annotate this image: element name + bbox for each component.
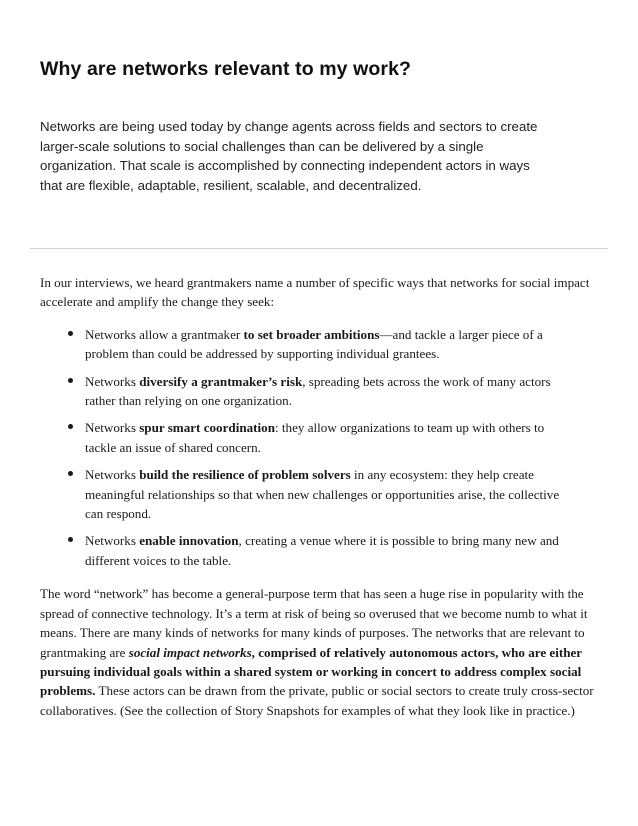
list-item bbox=[68, 325, 565, 364]
bullet-icon bbox=[68, 537, 73, 542]
list-item-text: Networks bbox=[85, 533, 140, 549]
closing-text-end: These actors can be drawn from the private, public or social sectors to create truly cross-sector collaboratives. (See the collection of Story Snapshots for examples of what they look like in practice.) bbox=[40, 683, 594, 718]
list-item-text: Networks allow a grantmaker bbox=[85, 326, 244, 342]
list-item-text: in any ecosystem: they help create meaningful relationships so that when new challenges or opportunities arise, the collective can respond. bbox=[85, 467, 560, 522]
list-item-text: , creating a venue where it is possible to bring many new and different voices to the table. bbox=[85, 533, 559, 568]
bullet-icon bbox=[68, 424, 73, 429]
lead-paragraph: In our interviews, we heard grantmakers name a number of specific ways that networks for social impact accelerate and amplify the change they seek: bbox=[40, 275, 590, 310]
list-item bbox=[68, 465, 565, 523]
list-item-text: Networks bbox=[85, 467, 140, 483]
list-item-emphasis: diversify a grantmaker’s risk bbox=[139, 373, 303, 389]
closing-emphasis-term: social impact networks bbox=[128, 644, 252, 660]
list-item-text: Networks bbox=[85, 420, 140, 436]
list-item-text: , spreading bets across the work of many actors rather than relying on one organization. bbox=[85, 373, 551, 409]
list-item-text: Networks bbox=[85, 373, 140, 389]
body-text bbox=[40, 273, 600, 720]
closing-emphasis: , comprised of relatively autonomous actors, who are either pursuing individual goals within a shared system or working in concert to address complex social problems. bbox=[40, 644, 582, 699]
bullet-icon bbox=[68, 331, 73, 336]
list-item bbox=[68, 418, 565, 457]
bullet-icon bbox=[68, 471, 73, 476]
section-heading: Why are networks relevant to my work? bbox=[40, 58, 412, 80]
list-item-emphasis: enable innovation bbox=[139, 533, 239, 549]
intro-paragraph: Networks are being used today by change agents across fields and sectors to create larger-scale solutions to social challenges than can be delivered by a single organization. That scale is accomplished by connecting independent actors in ways that are flexible, adaptable, resilient, scalable, and decentralized. bbox=[40, 119, 538, 193]
list-item-text: : they allow organizations to team up with others to tackle an issue of shared concern. bbox=[85, 420, 545, 455]
bullet-icon bbox=[68, 378, 73, 383]
list-item bbox=[68, 372, 565, 411]
benefits-list bbox=[40, 325, 600, 570]
list-item-text: —and tackle a larger piece of a problem than could be addressed by supporting individual grantees. bbox=[85, 326, 543, 362]
closing-paragraph bbox=[40, 584, 600, 720]
list-item-emphasis: spur smart coordination bbox=[139, 420, 275, 436]
closing-text: The word “network” has become a general-purpose term that has seen a huge rise in popularity with the spread of connective technology. It’s a term at risk of being so overused that we become numb to what it means. There are many kinds of networks for many kinds of purposes. The networks that are relevant to grantmaking are bbox=[40, 586, 588, 660]
list-item bbox=[68, 531, 565, 570]
section-divider bbox=[30, 248, 608, 249]
list-item-emphasis: build the resilience of problem solvers bbox=[139, 467, 351, 483]
list-item-emphasis: to set broader ambitions bbox=[243, 326, 380, 342]
